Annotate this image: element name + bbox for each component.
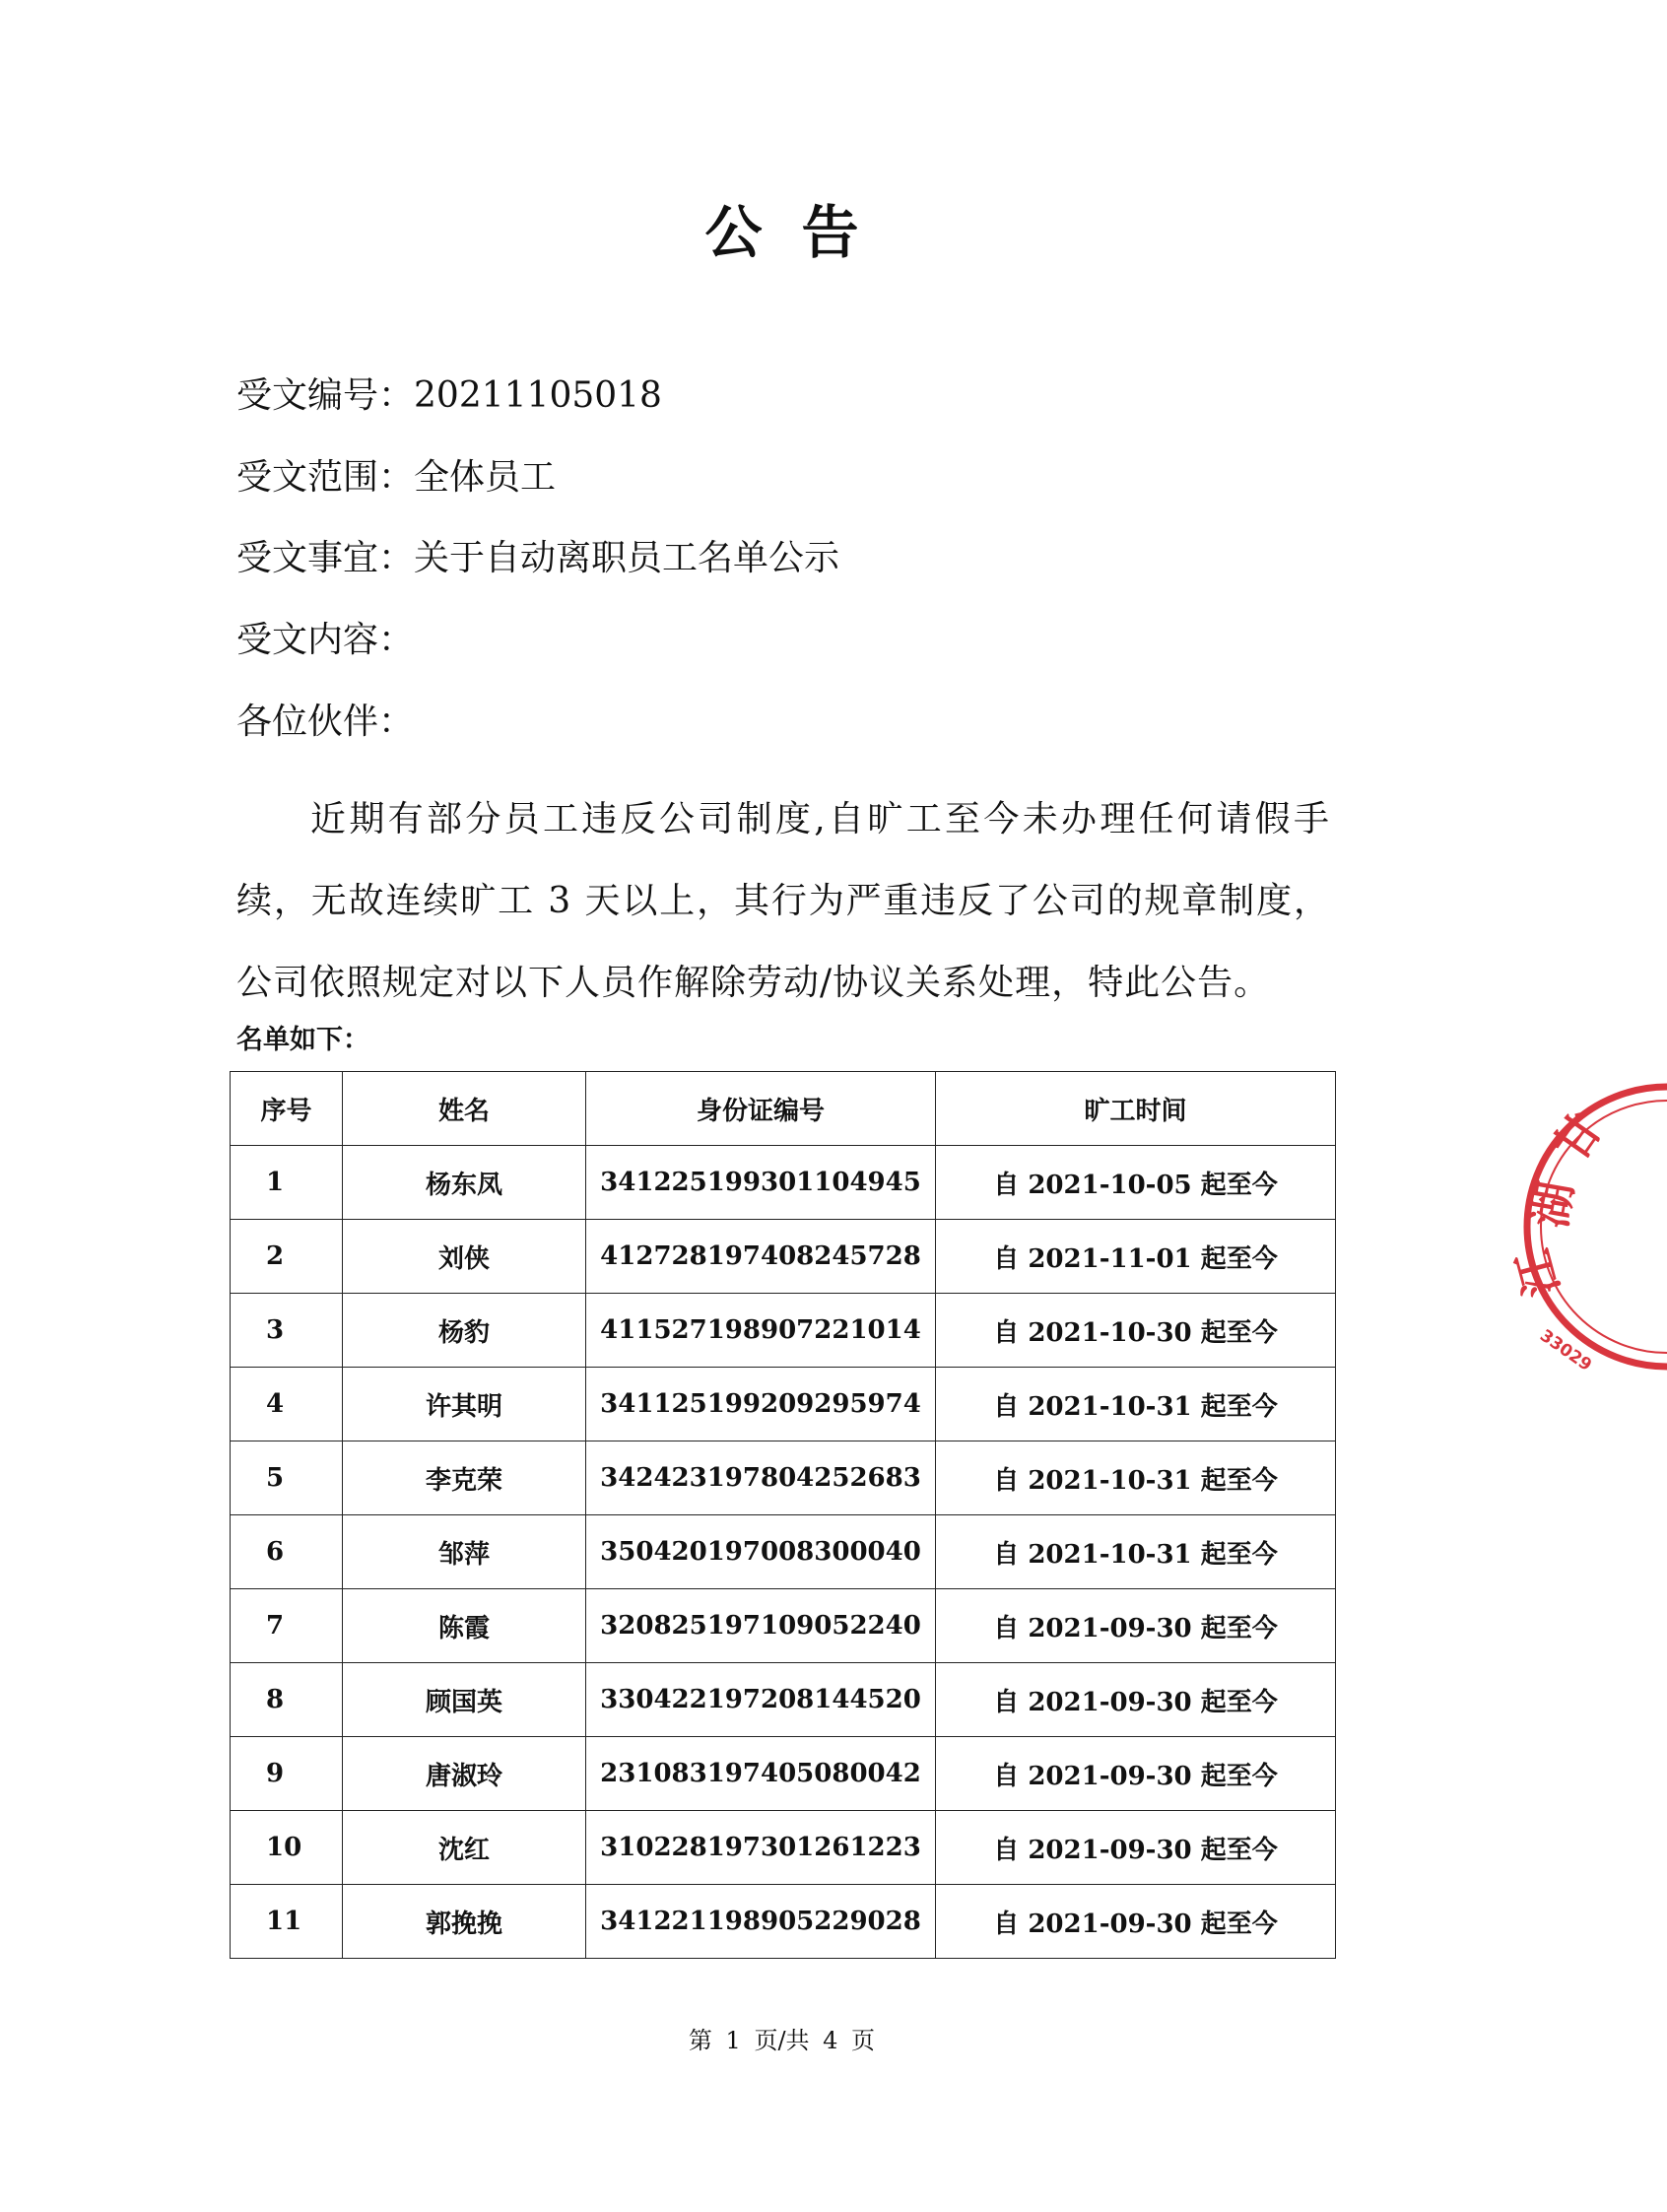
row-seq: 1 [231, 1146, 343, 1220]
row-name: 许其明 [343, 1368, 586, 1441]
table-row [231, 1146, 1336, 1220]
row-seq: 4 [231, 1368, 343, 1441]
row-name: 唐淑玲 [343, 1737, 586, 1811]
table-row [231, 1220, 1336, 1294]
table-row [231, 1811, 1336, 1885]
field-label: 受文内容： [236, 620, 415, 660]
table-row [231, 1441, 1336, 1515]
row-id-number: 342423197804252683 [586, 1441, 936, 1515]
table-row [231, 1294, 1336, 1368]
table-header-row [231, 1072, 1336, 1146]
table-row [231, 1515, 1336, 1589]
row-absence-period: 自 2021-10-30 起至今 [936, 1294, 1336, 1368]
dismissal-table [230, 1071, 1336, 1959]
row-absence-period: 自 2021-10-31 起至今 [936, 1368, 1336, 1441]
row-name: 杨豹 [343, 1294, 586, 1368]
row-absence-period: 自 2021-09-30 起至今 [936, 1663, 1336, 1737]
field-value: 全体员工 [414, 457, 557, 498]
row-id-number: 411527198907221014 [586, 1294, 936, 1368]
row-name: 沈红 [343, 1811, 586, 1885]
row-seq: 6 [231, 1515, 343, 1589]
row-id-number: 350420197008300040 [586, 1515, 936, 1589]
row-absence-period: 自 2021-10-31 起至今 [936, 1441, 1336, 1515]
header-name: 姓名 [343, 1072, 586, 1146]
notice-body: 近期有部分员工违反公司制度,自旷工至今未办理任何请假手续，无故连续旷工 3 天以上，其行为严重违反了公司的规章制度，公司依照规定对以下人员作解除劳动/协议关系处理，特此公告。 [236, 799, 1330, 1003]
table-row [231, 1885, 1336, 1959]
row-name: 郭挽挽 [343, 1885, 586, 1959]
page-title: 公告 [704, 199, 899, 266]
table-row [231, 1663, 1336, 1737]
header-absence-period: 旷工时间 [936, 1072, 1336, 1146]
row-name: 陈霞 [343, 1589, 586, 1663]
header-id-number: 身份证编号 [586, 1072, 936, 1146]
row-absence-period: 自 2021-10-05 起至今 [936, 1146, 1336, 1220]
row-name: 刘侠 [343, 1220, 586, 1294]
field-value: 20211105018 [414, 375, 662, 416]
table-row [231, 1737, 1336, 1811]
svg-text:33029: 33029 [1536, 1325, 1596, 1376]
header-seq: 序号 [231, 1072, 343, 1146]
document-subject [236, 535, 839, 582]
table-body [231, 1146, 1336, 1959]
row-id-number: 341225199301104945 [586, 1146, 936, 1220]
row-id-number: 320825197109052240 [586, 1589, 936, 1663]
company-seal-stamp [1480, 1074, 1667, 1379]
row-id-number: 412728197408245728 [586, 1220, 936, 1294]
svg-text:甘: 甘 [1543, 1103, 1614, 1172]
row-seq: 5 [231, 1441, 343, 1515]
row-absence-period: 自 2021-09-30 起至今 [936, 1589, 1336, 1663]
list-heading: 名单如下： [236, 1025, 369, 1055]
svg-text:湖: 湖 [1522, 1177, 1583, 1232]
row-seq: 10 [231, 1811, 343, 1885]
row-name: 李克荣 [343, 1441, 586, 1515]
row-seq: 9 [231, 1737, 343, 1811]
row-id-number: 231083197405080042 [586, 1737, 936, 1811]
field-label: 受文事宜： [236, 538, 415, 578]
greeting: 各位伙伴： [236, 702, 415, 742]
row-id-number: 330422197208144520 [586, 1663, 936, 1737]
row-id-number: 310228197301261223 [586, 1811, 936, 1885]
row-seq: 3 [231, 1294, 343, 1368]
table-row [231, 1368, 1336, 1441]
document-scope [236, 454, 556, 502]
row-seq: 8 [231, 1663, 343, 1737]
svg-text:江: 江 [1505, 1243, 1569, 1303]
row-absence-period: 自 2021-11-01 起至今 [936, 1220, 1336, 1294]
row-absence-period: 自 2021-09-30 起至今 [936, 1885, 1336, 1959]
row-seq: 11 [231, 1885, 343, 1959]
document-number [236, 372, 662, 420]
field-label: 受文范围： [236, 457, 415, 498]
field-value: 关于自动离职员工名单公示 [414, 538, 840, 578]
row-absence-period: 自 2021-09-30 起至今 [936, 1737, 1336, 1811]
row-name: 邹萍 [343, 1515, 586, 1589]
row-name: 杨东凤 [343, 1146, 586, 1220]
table-row [231, 1589, 1336, 1663]
row-seq: 2 [231, 1220, 343, 1294]
field-label: 受文编号： [236, 375, 415, 416]
row-name: 顾国英 [343, 1663, 586, 1737]
row-id-number: 341221198905229028 [586, 1885, 936, 1959]
row-id-number: 341125199209295974 [586, 1368, 936, 1441]
row-absence-period: 自 2021-09-30 起至今 [936, 1811, 1336, 1885]
row-absence-period: 自 2021-10-31 起至今 [936, 1515, 1336, 1589]
document-content [236, 617, 414, 664]
page-number: 第 1 页/共 4 页 [688, 2027, 876, 2054]
row-seq: 7 [231, 1589, 343, 1663]
